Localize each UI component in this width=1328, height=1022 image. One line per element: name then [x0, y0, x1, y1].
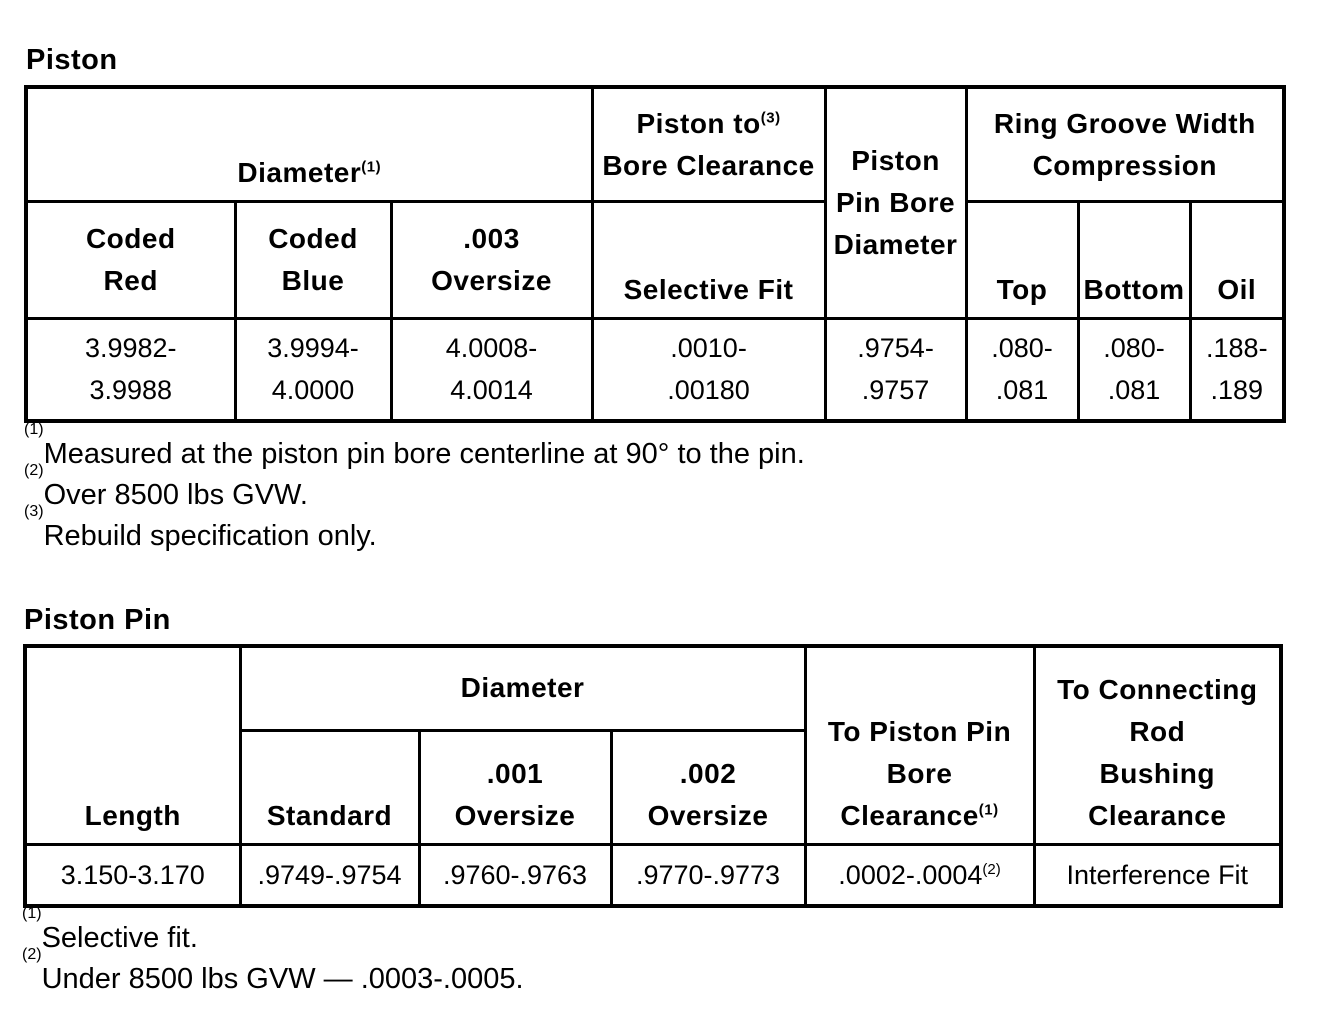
pin-diameter-header: Diameter: [240, 646, 805, 730]
ring-top-header: Top: [966, 202, 1078, 319]
ring-oil-header: Oil: [1190, 202, 1284, 319]
ring-top-value: .080- .081: [966, 318, 1078, 421]
ring-oil-value: .188- .189: [1190, 318, 1284, 421]
oversize-header: .003 Oversize: [391, 202, 592, 319]
ring-groove-width-header: Ring Groove Width Compression: [966, 87, 1284, 202]
coded-blue-header: Coded Blue: [235, 202, 391, 319]
piston-footnotes: [24, 421, 805, 557]
piston-section-title: Piston: [26, 44, 118, 76]
oversize-001-header: .001 Oversize: [419, 730, 611, 844]
piston-pin-section-title: Piston Pin: [24, 604, 171, 636]
piston-pin-spec-table: [23, 644, 1283, 908]
oversize-002-header: .002 Oversize: [611, 730, 805, 844]
footnote: $^{(1)}$Measured at the piston pin bore centerline at 90° to the pin.: [24, 421, 805, 470]
oversize-002-value: .9770-.9773: [611, 844, 805, 906]
footnote: $^{(2)}$Under 8500 lbs GVW — .0003-.0005.: [22, 946, 524, 995]
oversize-001-value: .9760-.9763: [419, 844, 611, 906]
selective-fit-header: Selective Fit: [592, 202, 825, 319]
standard-header: Standard: [240, 730, 419, 844]
pin-bore-diameter-header: Piston Pin Bore Diameter: [825, 87, 966, 318]
length-header: Length: [25, 646, 240, 844]
bore-clearance-header: Piston $to^{(3)}$ Bore Clearance: [592, 87, 825, 202]
pin-bore-value: .9754- .9757: [825, 318, 966, 421]
rod-bushing-clearance-value: Interference Fit: [1034, 844, 1281, 906]
standard-value: .9749-.9754: [240, 844, 419, 906]
piston-spec-table: [24, 85, 1286, 423]
pin-bore-clearance-header: To Piston Pin Bore Clearance$^{(1)}$: [805, 646, 1034, 844]
pin-bore-clearance-value: .0002-.0004$^{(2)}$: [805, 844, 1034, 906]
coded-red-value: 3.9982- 3.9988: [26, 318, 235, 421]
footnote: $^{(2)}$Over 8500 lbs GVW.: [24, 462, 308, 511]
selective-fit-value: .0010- .00180: [592, 318, 825, 421]
diameter-header: Diameter$^{(1)}$: [26, 87, 592, 202]
coded-blue-value: 3.9994- 4.0000: [235, 318, 391, 421]
length-value: 3.150-3.170: [25, 844, 240, 906]
footnote: $^{(1)}$Selective fit.: [22, 905, 198, 954]
table-row: [26, 318, 1284, 421]
rod-bushing-clearance-header: To Connecting Rod Bushing Clearance: [1034, 646, 1281, 844]
coded-red-header: Coded Red: [26, 202, 235, 319]
table-row: [25, 844, 1281, 906]
piston-pin-footnotes: [22, 905, 524, 1000]
oversize-value: 4.0008- 4.0014: [391, 318, 592, 421]
ring-bottom-header: Bottom: [1078, 202, 1190, 319]
ring-bottom-value: .080- .081: [1078, 318, 1190, 421]
footnote: $^{(3)}$Rebuild specification only.: [24, 503, 377, 552]
